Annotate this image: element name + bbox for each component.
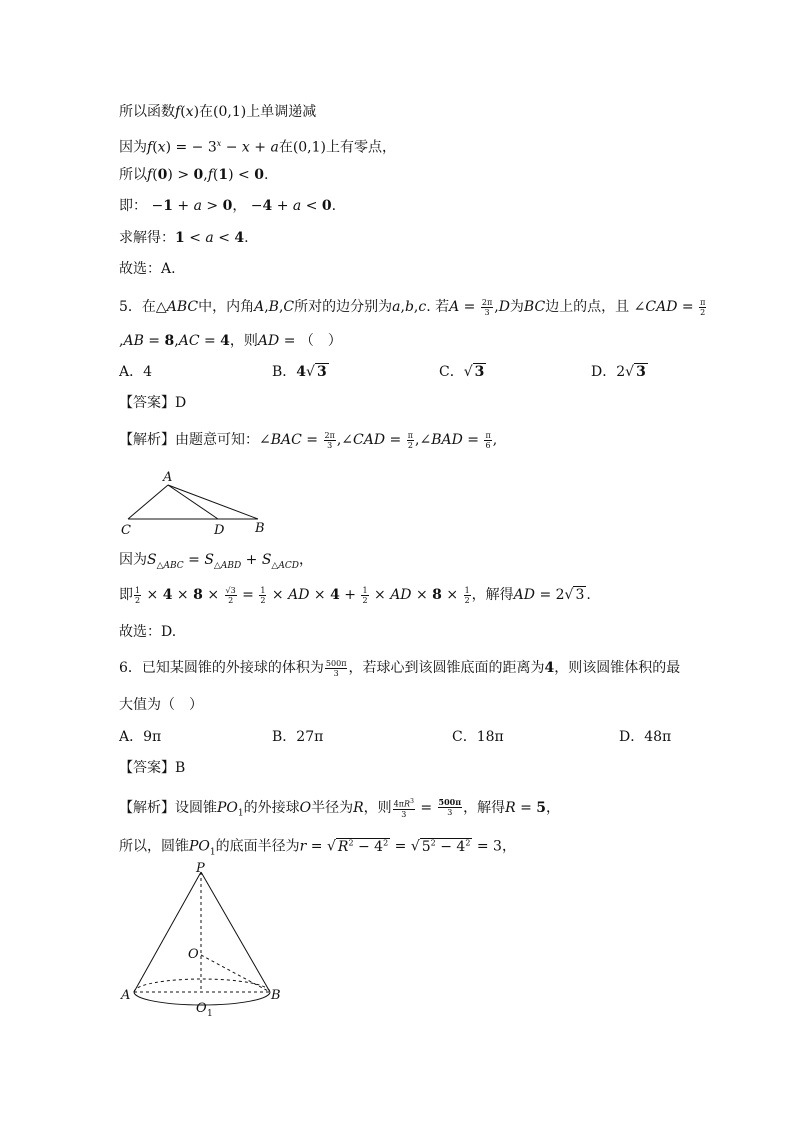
text: 的底面半径为 — [215, 838, 300, 855]
label-b: B — [255, 521, 265, 536]
text: 在 — [199, 104, 214, 120]
label-p: P — [196, 861, 205, 876]
question-number: 6． — [119, 660, 142, 676]
text: 所以 — [119, 167, 147, 183]
q5-analysis-line-1: 【解析】由题意可知：∠BAC = $\frac{2\pi}{3}$ ,∠CAD = $\frac{\pi}{2}$ ,∠BAD = $\frac{\pi}{6}$ , — [119, 430, 498, 450]
option-label: D．48π — [619, 729, 672, 745]
q5-option-b: B．4√ 3 — [272, 364, 327, 380]
text: 已知某圆锥的外接球的体积为 — [141, 660, 324, 676]
option-label: C． — [439, 364, 464, 380]
cone-edge-left — [134, 872, 201, 992]
text: ，则 — [229, 333, 258, 349]
text: 在 — [141, 299, 156, 315]
option-label: A．4 — [119, 364, 153, 380]
text: 大值为（ ） — [119, 697, 203, 713]
analysis-label: 【解析】 — [119, 799, 175, 816]
q5-choose — [119, 622, 176, 642]
text: 因为 — [119, 552, 147, 568]
answer-text: 【答案】B — [119, 760, 186, 776]
q5-answer — [119, 393, 186, 413]
q6-analysis-line-1: 【解析】设圆锥$PO_1$的外接球O半径为R，则 $\frac{4\pi R^3}{3}$ = $\frac{500\pi}{3}$ ，解得R = 5， — [119, 797, 561, 819]
segment-ad — [168, 485, 218, 519]
q5-analysis-line-2: 因为$S_{\triangle ABC} = S_{\triangle ABD} + S_{\triangle ACD}$， — [119, 552, 313, 571]
answer-text: 【答案】D — [119, 395, 187, 411]
q6-option-b — [272, 727, 323, 747]
text-line-6 — [119, 259, 176, 279]
text: 为 — [509, 299, 524, 315]
side-ac — [128, 485, 168, 519]
label-a: A — [163, 470, 173, 485]
text-line-5: 求解得：1 < a < 4. — [119, 230, 249, 246]
q6-option-d — [619, 727, 671, 747]
text: 由题意可知： — [175, 432, 259, 448]
label-a: A — [121, 988, 131, 1003]
option-label: D． — [591, 364, 617, 380]
text: 所对的边分别为 — [294, 299, 393, 315]
q6-stem-line-1: 6．已知某圆锥的外接球的体积为 $\frac{500\pi}{3}$ ，若球心到该圆锥底面的距离为4，则该圆锥体积的最 — [119, 658, 681, 678]
text: 边上的点，且 — [545, 299, 630, 315]
text: 所以，圆锥 — [119, 838, 189, 855]
q6-analysis-line-2: 所以，圆锥$PO_1$的底面半径为r = √ $R^2 - 4^2$ = √ $5^2 - 4^2 = 3$， — [119, 838, 516, 858]
text: 故选：A. — [119, 261, 176, 277]
label-c: C — [121, 523, 131, 538]
text: 设圆锥 — [175, 799, 217, 816]
text: （ ） — [299, 333, 342, 349]
analysis-label: 【解析】 — [119, 432, 175, 448]
text: 中，内角 — [198, 299, 255, 315]
label-o1: O — [196, 1001, 207, 1016]
option-label: A．9π — [119, 729, 162, 745]
text: 求解得： — [119, 230, 175, 246]
triangle-figure — [118, 466, 278, 538]
cone-figure — [118, 858, 288, 1020]
label-d: D — [214, 523, 225, 538]
label-b: B — [271, 988, 281, 1003]
text: 上有零点， — [326, 139, 397, 156]
text: ，解得 — [471, 587, 514, 603]
text-line-3: 所以f(0) > 0,f(1) < 0. — [119, 167, 269, 183]
text: 在 — [278, 139, 293, 156]
q5-option-a — [119, 362, 152, 382]
option-label: B． — [272, 364, 297, 380]
q5-option-c: C．√ 3 — [439, 364, 485, 380]
side-ab — [168, 485, 258, 519]
option-label: C．18π — [452, 729, 504, 745]
text-line-1: 所以函数f(x)在(0,1)上单调递减 — [119, 104, 317, 120]
text-line-2: 因为f(x) = − $3^x - x + a$在(0,1)上有零点， — [119, 139, 397, 156]
text: ，则该圆锥体积的最 — [554, 660, 681, 676]
text: 故选：D. — [119, 624, 177, 640]
text: 上单调递减 — [246, 104, 317, 120]
q5-analysis-line-3: 即 $\frac{1}{2}$ × 4 × 8 × $\frac{√3}{2}$ = $\frac{1}{2}$ × AD × 4 + $\frac{1}{2}$ × AD × 8 × $\frac{1}{2}$ ，解得AD = 2√ 3 . — [119, 585, 591, 605]
text: ，解得 — [463, 799, 506, 816]
q6-option-a — [119, 727, 161, 747]
question-number: 5． — [119, 299, 142, 315]
q5-option-d: D．2√ 3 — [591, 364, 646, 380]
text: 若 — [435, 299, 450, 315]
text: 所以函数 — [119, 104, 175, 120]
q5-stem-line-2: ,AB = 8,AC = 4，则AD = （ ） — [119, 333, 342, 349]
text: ，若球心到该圆锥底面的距离为 — [348, 660, 545, 676]
label-o: O — [188, 947, 199, 962]
q6-option-c — [452, 727, 504, 747]
svg-text:1: 1 — [207, 1009, 213, 1019]
text-line-4: 即： −1 + a > 0， −4 + a < 0. — [119, 198, 337, 214]
text: 的外接球 — [243, 799, 300, 816]
text: 即 — [119, 587, 133, 603]
q5-stem-line-1: 5．在△ABC中，内角A,B,C所对的边分别为a,b,c. 若A = $\frac{2\pi}{3}$ ,D为BC边上的点，且 ∠CAD = $\frac{\pi}{2}$ — [119, 297, 706, 317]
option-label: B．27π — [272, 729, 324, 745]
cone-edge-right — [201, 872, 270, 992]
text: 即： — [119, 198, 147, 214]
text: 因为 — [119, 139, 147, 156]
text: ，则 — [363, 799, 392, 816]
q6-stem-line-2 — [119, 695, 203, 715]
q6-answer — [119, 758, 185, 778]
text: 半径为 — [311, 799, 354, 816]
